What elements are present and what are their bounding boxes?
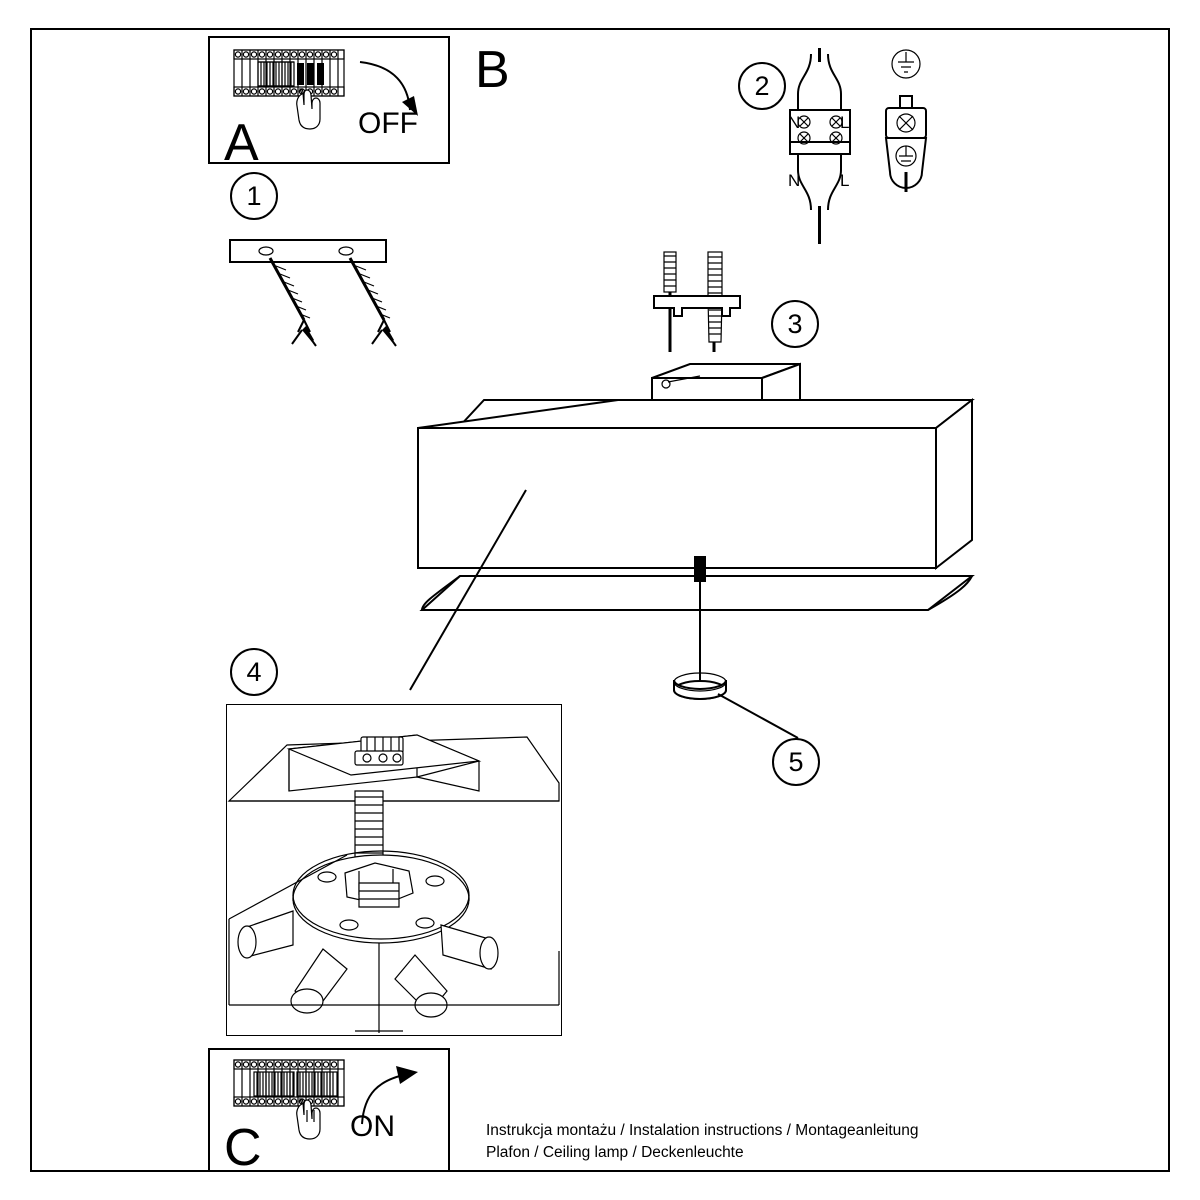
- step-4-badge: 4: [230, 648, 278, 696]
- step-c-letter: C: [224, 1119, 262, 1177]
- step-c-on-label: ON: [350, 1110, 395, 1143]
- wiring-terminal-graphic: [784, 48, 934, 248]
- ceiling-screws-graphic: [648, 248, 788, 378]
- footer-line-1: Instrukcja montażu / Instalation instructions / Montageanleitung: [486, 1122, 919, 1139]
- step-3-badge: 3: [771, 300, 819, 348]
- lamp-assembly-graphic: [400, 360, 1000, 740]
- footer-line-2: Plafon / Ceiling lamp / Deckenleuchte: [486, 1144, 744, 1161]
- step-a-letter: A: [224, 114, 259, 172]
- fuse-box-off-graphic: [228, 44, 438, 162]
- step-b-letter: B: [475, 41, 510, 99]
- terminal-label-n-bottom: N: [788, 171, 801, 190]
- step-a-off-label: OFF: [358, 107, 418, 140]
- bracket-and-screws-graphic: [222, 234, 432, 364]
- lamp-detail-graphic: [227, 705, 560, 1034]
- terminal-label-l-top: L: [840, 113, 850, 132]
- terminal-label-n-top: N: [788, 113, 801, 132]
- step-1-badge: 1: [230, 172, 278, 220]
- step-4-detail-panel: [226, 704, 562, 1036]
- step-5-badge: 5: [772, 738, 820, 786]
- terminal-label-l-bottom: L: [840, 171, 850, 190]
- step-2-badge: 2: [738, 62, 786, 110]
